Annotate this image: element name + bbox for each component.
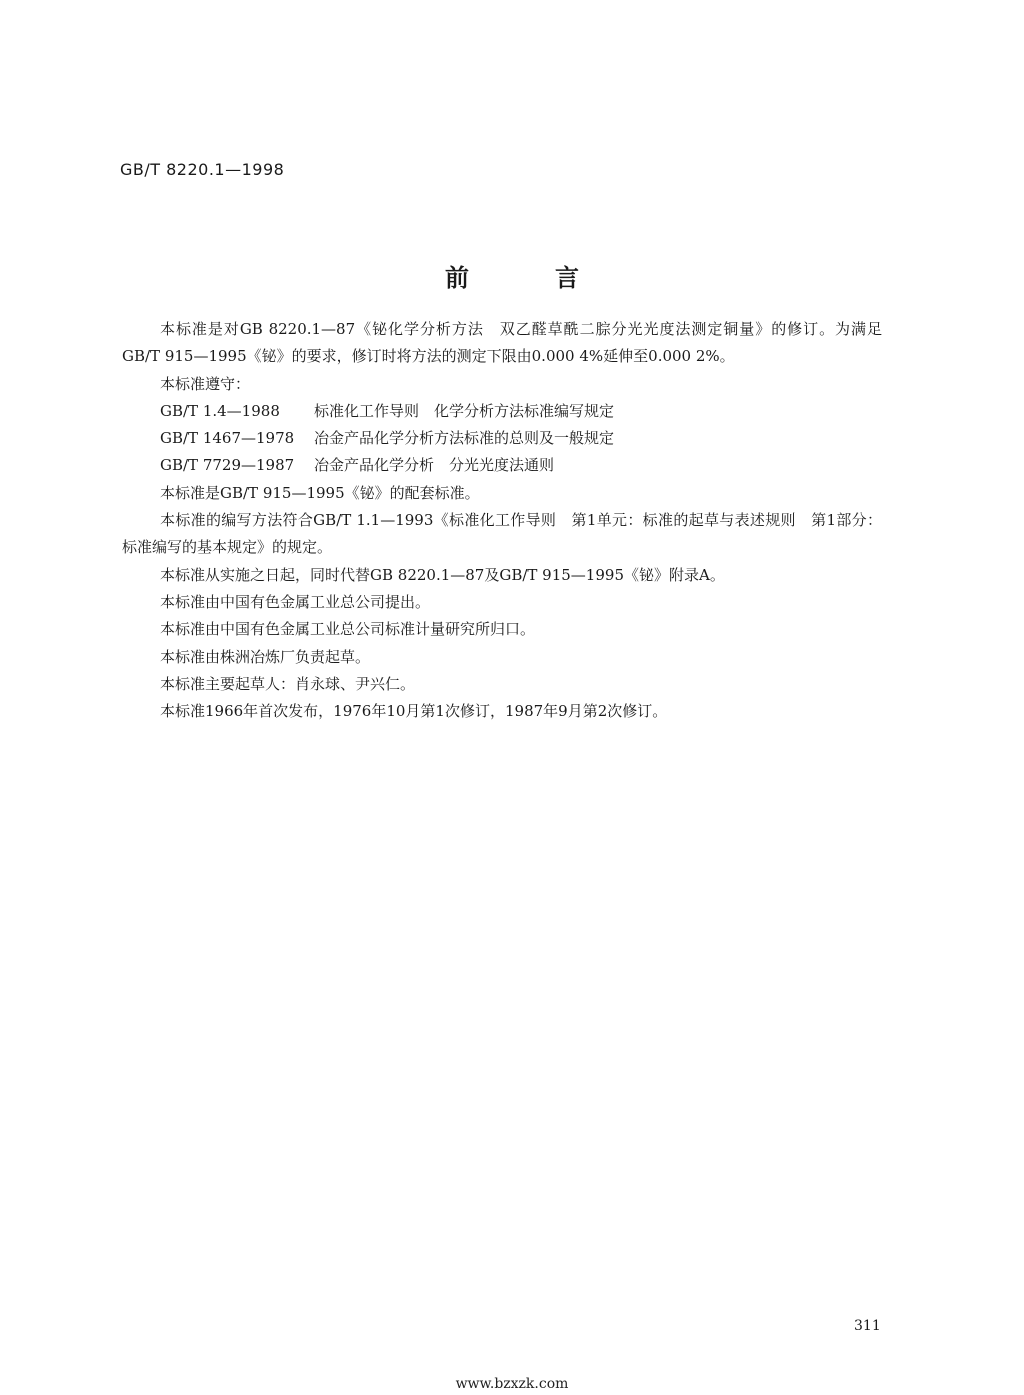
paragraph-history: 本标准1966年首次发布，1976年10月第1次修订，1987年9月第2次修订。 — [160, 702, 668, 721]
paragraph-companion: 本标准是GB/T 915—1995《铋》的配套标准。 — [160, 483, 480, 502]
paragraph-drafting-method: 本标准的编写方法符合GB/T 1.1—1993《标准化工作导则 第1单元：标准的起草与表述规则 第1部分：标准编写的基本规定》的规定。 — [122, 511, 882, 557]
paragraph-replaces: 本标准从实施之日起，同时代替GB 8220.1—87及GB/T 915—1995《铋》附录A。 — [160, 565, 725, 584]
standard-item-code: GB/T 7729—1987 — [160, 456, 295, 475]
footer-url: www.bzxzk.com — [455, 1376, 569, 1392]
standard-item — [122, 398, 882, 425]
page-number: 311 — [854, 1318, 881, 1334]
page-title: 前言 — [445, 264, 665, 292]
standard-item-title: 标准化工作导则 化学分析方法标准编写规定 — [314, 401, 615, 420]
paragraph-revision: 本标准是对GB 8220.1—87《铋化学分析方法 双乙醛草酰二腙分光光度法测定铜量》的修订。为满足GB/T 915—1995《铋》的要求，修订时将方法的测定下限由0.000 4%延伸至0.000 2%。 — [122, 320, 882, 366]
paragraph-drafters: 本标准主要起草人：肖永球、尹兴仁。 — [160, 674, 416, 693]
standard-item-code: GB/T 1467—1978 — [160, 429, 295, 448]
paragraph-proposed-by: 本标准由中国有色金属工业总公司提出。 — [160, 592, 431, 611]
standard-code-header: GB/T 8220.1—1998 — [120, 160, 285, 179]
standard-item — [122, 452, 882, 479]
standard-item-code: GB/T 1.4—1988 — [160, 401, 280, 420]
paragraph-centralized-by: 本标准由中国有色金属工业总公司标准计量研究所归口。 — [160, 620, 536, 639]
foreword-body — [122, 316, 882, 725]
standard-item — [122, 425, 882, 452]
paragraph-drafted-by: 本标准由株洲冶炼厂负责起草。 — [160, 647, 371, 666]
standard-item-title: 冶金产品化学分析 分光光度法通则 — [314, 456, 555, 475]
paragraph-complies: 本标准遵守： — [160, 374, 251, 393]
standard-item-title: 冶金产品化学分析方法标准的总则及一般规定 — [314, 429, 615, 448]
